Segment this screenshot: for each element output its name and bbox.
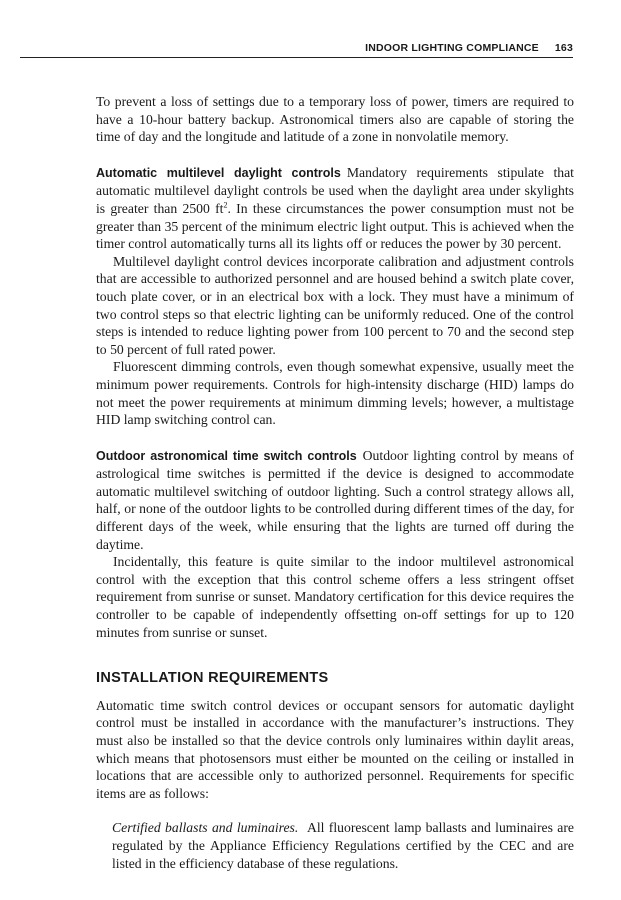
multilevel-text-a: Mandatory requirements stipulate that automatic multilevel daylight controls be used when the daylight area under skylights is greater than 2500 ft [96,164,574,216]
list-item-title: Certified ballasts and luminaires. [112,820,299,836]
multilevel-text-b: . In these circumstances the power consumption must not be greater than 35 percent of the minimum electric light output. This is achieved when the timer control automatically turns all its lights off or reduces the power by 30 percent. [96,200,575,252]
multilevel-heading: Automatic multilevel daylight controls [96,165,341,180]
header-title: INDOOR LIGHTING COMPLIANCE [365,42,539,54]
outdoor-paragraph-1 [96,447,574,554]
outdoor-paragraph-2: Incidentally, this feature is quite similar to the indoor multilevel astronomical control with the exception that this control scheme offers a less stringent offset requirement from sunrise or sunset. Mandatory certification for this device requires the controller to be capable of independently offsetting on-off settings for up to 120 minutes from sunrise or sunset. [96,554,574,640]
list-item-text: All fluorescent lamp ballasts and luminaires are regulated by the Appliance Efficiency Regulations certified by the CEC and are listed in the efficiency database of these regulations. [112,820,574,871]
superscript: 2 [223,200,228,210]
multilevel-paragraph-2: Multilevel daylight control devices incorporate calibration and adjustment controls that are accessible to authorized personnel and are housed behind a switch plate cover, touch plate cover, or in an electrical box with a lock. They must have a minimum of two control steps so that electric lighting can be uniformly reduced. One of the control steps is intended to reduce lighting power from 100 percent to 70 and the second step to 50 percent of full rated power. [96,253,574,357]
outdoor-heading: Outdoor astronomical time switch controls [96,448,357,463]
running-header [20,42,573,58]
list-item [112,819,574,872]
page-number: 163 [554,42,573,54]
page-body [96,93,574,872]
section-heading: INSTALLATION REQUIREMENTS [96,670,329,687]
installation-paragraph: Automatic time switch control devices or occupant sensors for automatic daylight control must be installed in accordance with the manufacturer’s instructions. They must also be installed so that the device controls only luminaires within daylit areas, which means that photosensors must either be mounted on the ceiling or installed in locations that are accessible only to authorized personnel. Requirements for specific items are as follows: [96,697,574,801]
intro-paragraph: To prevent a loss of settings due to a temporary loss of power, timers are required to have a 10-hour battery backup. Astronomical timers also are capable of storing the time of day and the longitude and latitude of a zone in nonvolatile memory. [96,94,574,145]
multilevel-paragraph-3: Fluorescent dimming controls, even though somewhat expensive, usually meet the minimum power requirements. Controls for high-intensity discharge (HID) lamps do not meet the power requirements at minimum dimming levels; however, a multistage HID lamp switching control can. [96,359,574,428]
outdoor-text: Outdoor lighting control by means of astrological time switches is permitted if the device is designed to accommodate automatic multilevel switching of outdoor lighting. Such a control strategy allows all, half, or none of the outdoor lights to be controlled during different times of the day, for different days of the week, while ensuring that the lights are turned off during the daytime. [96,447,574,552]
multilevel-paragraph-1 [96,164,574,253]
